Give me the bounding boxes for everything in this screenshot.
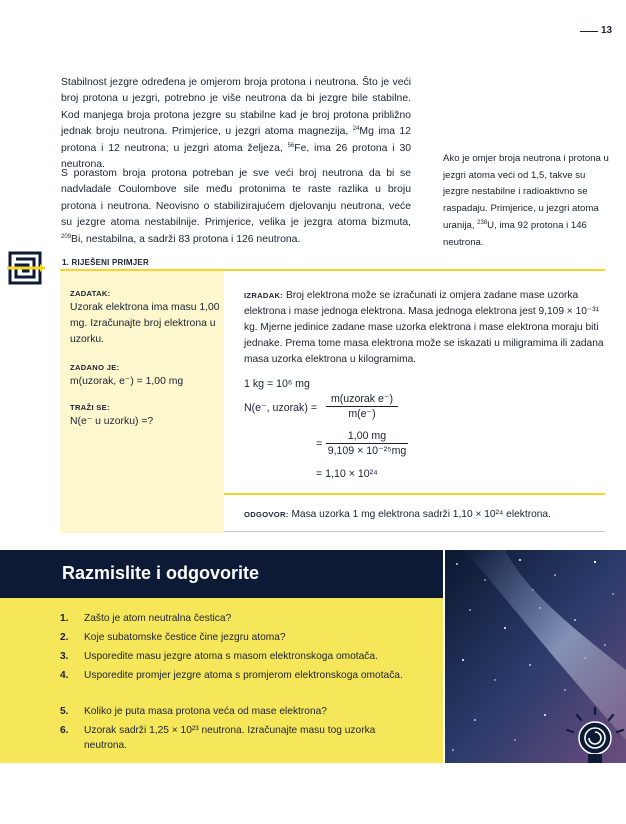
answer-text: ODGOVOR: Masa uzorka 1 mg elektrona sadrži 1,10 × 10²⁴ elektrona. (244, 509, 551, 520)
paragraph-stability: Stabilnost jezgre određena je omjerom broja protona i neutrona. Što je veći broj protona u jezgri, potrebno je više neutrona da bi jezgre bile stabilne. Kod manjega broja protona jezgre su stabilne kad je broj protona približno jednak broju neutrona. Primjerice, u jezgri atoma magnezija, $^{24}$Mg ima 12 protona i 12 neutrona; u jezgri atoma željeza, $^{56}$Fe, ima 26 protona i 30 neutrona. (61, 77, 412, 171)
izradak-text: IZRADAK: Broj elektrona može se izračunati iz omjera zadane mase uzorka elektrona i mase jednoga elektrona. Masa jednoga elektrona jest 9,109 × 10⁻³¹ kg. Mjerne jedinice zadane mase uzorka elektrona i mase elektrona moraju biti jednake. Prema tome masa elektrona može se iskazati u miligramima ili zadana masa uzorka elektrona u kilogramima. (244, 290, 604, 366)
trazi-label: TRAŽI SE: (70, 403, 110, 412)
zadatak-label: ZADATAK: (70, 289, 111, 298)
answer-bottom-rule (224, 531, 605, 532)
zadano-text: m(uzorak, e⁻) = 1,00 mg (70, 376, 184, 387)
zadano-label: ZADANO JE: (70, 363, 120, 372)
fraction-symbolic: m(uzorak e⁻) m(e⁻) (326, 393, 398, 420)
answer-label: ODGOVOR: (244, 510, 289, 519)
side-note: Ako je omjer broja neutrona i protona u jezgri atoma veći od 1,5, takve su jezgre nestabilne i radioaktivno se raspadaju. Primjerice, u jezgri atoma uranija, $^{238}$U, ima 92 protona i 146 neutrona. (443, 153, 609, 248)
equation-kg-mg: 1 kg = 10⁶ mg (244, 378, 310, 390)
page-number-rule (580, 31, 598, 32)
equals-sign: = (316, 438, 323, 450)
answer-rule (224, 493, 605, 495)
fraction-numeric: 1,00 mg 9,109 × 10⁻²⁵mg (327, 430, 407, 457)
starry-sky-image (445, 550, 626, 763)
trazi-text: N(e⁻ u uzorku) =? (70, 416, 154, 427)
izradak-label: IZRADAK: (244, 291, 284, 300)
maze-icon (7, 250, 45, 286)
paragraph-large-nuclei: S porastom broja protona potreban je sve veći broj neutrona da bi se nadvladale Coulombove sile među protonima te raste razlika u broju protona i neutrona. Neovisno o stabilizirajućem djelovanju neutrona, veće su jezgre atoma nestabilnije. Primjerice, velika je jezgra atoma bizmuta, $^{209}$Bi, nestabilna, a sadrži 83 protona i 126 neutrona. (61, 168, 411, 245)
zadatak-text: Uzorak elektrona ima masu 1,00 mg. Izračunajte broj elektrona u uzorku. (70, 302, 220, 345)
page-number: 13 (601, 25, 613, 36)
equation-lhs: N(e⁻, uzorak) = (244, 402, 318, 414)
questions-title: Razmislite i odgovorite (62, 563, 260, 583)
equation-result: = 1,10 × 10²⁴ (316, 468, 378, 480)
example-title: 1. RIJEŠENI PRIMJER (62, 258, 149, 267)
